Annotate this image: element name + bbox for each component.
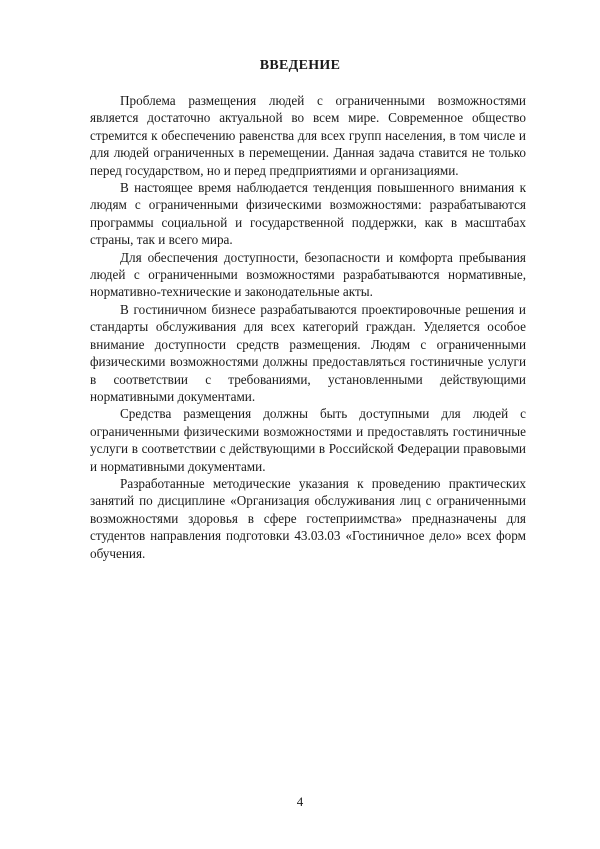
paragraph: Проблема размещения людей с ограниченными возможностями является достаточно актуальной во всем мире. Современное общество стремится к обеспечению равенства для всех групп населения, в том числе и для людей ограниченных в перемещении. Данная задача ставится не только перед государством, но и перед предприятиями и организациями. bbox=[90, 93, 526, 178]
paragraph: В настоящее время наблюдается тенденция повышенного внимания к людям с ограниченными физическими возможностями: разрабатываются программы социальной и государственной поддержки, как в масштабах страны, так и всего мира. bbox=[90, 180, 526, 248]
paragraph: Разработанные методические указания к проведению практических занятий по дисциплине «Организация обслуживания лиц с ограниченными возможностями здоровья в сфере гостеприимства» предназначены для студентов направления подготовки 43.03.03 «Гостиничное дело» всех форм обучения. bbox=[90, 475, 526, 561]
paragraph: Средства размещения должны быть доступными для людей с ограниченными физическими возможностями и предоставлять гостиничные услуги в соответствии с действующими в Российской Федерации правовыми и нормативными документами. bbox=[90, 406, 526, 474]
paragraph: В гостиничном бизнесе разрабатываются проектировочные решения и стандарты обслуживания для всех категорий граждан. Уделяется особое внимание доступности средств размещения. Людям с ограниченными физическими возможностями должны предоставляться гостиничные услуги в соответствии с требованиями, установленными действующими нормативными документами. bbox=[90, 301, 526, 404]
body-text bbox=[90, 92, 526, 562]
paragraph: Для обеспечения доступности, безопасности и комфорта пребывания людей с ограниченными возможностями разрабатываются нормативные, нормативно-технические и законодательные акты. bbox=[90, 249, 526, 300]
page-title: ВВЕДЕНИЕ bbox=[259, 58, 341, 73]
page-number: 4 bbox=[296, 794, 304, 809]
